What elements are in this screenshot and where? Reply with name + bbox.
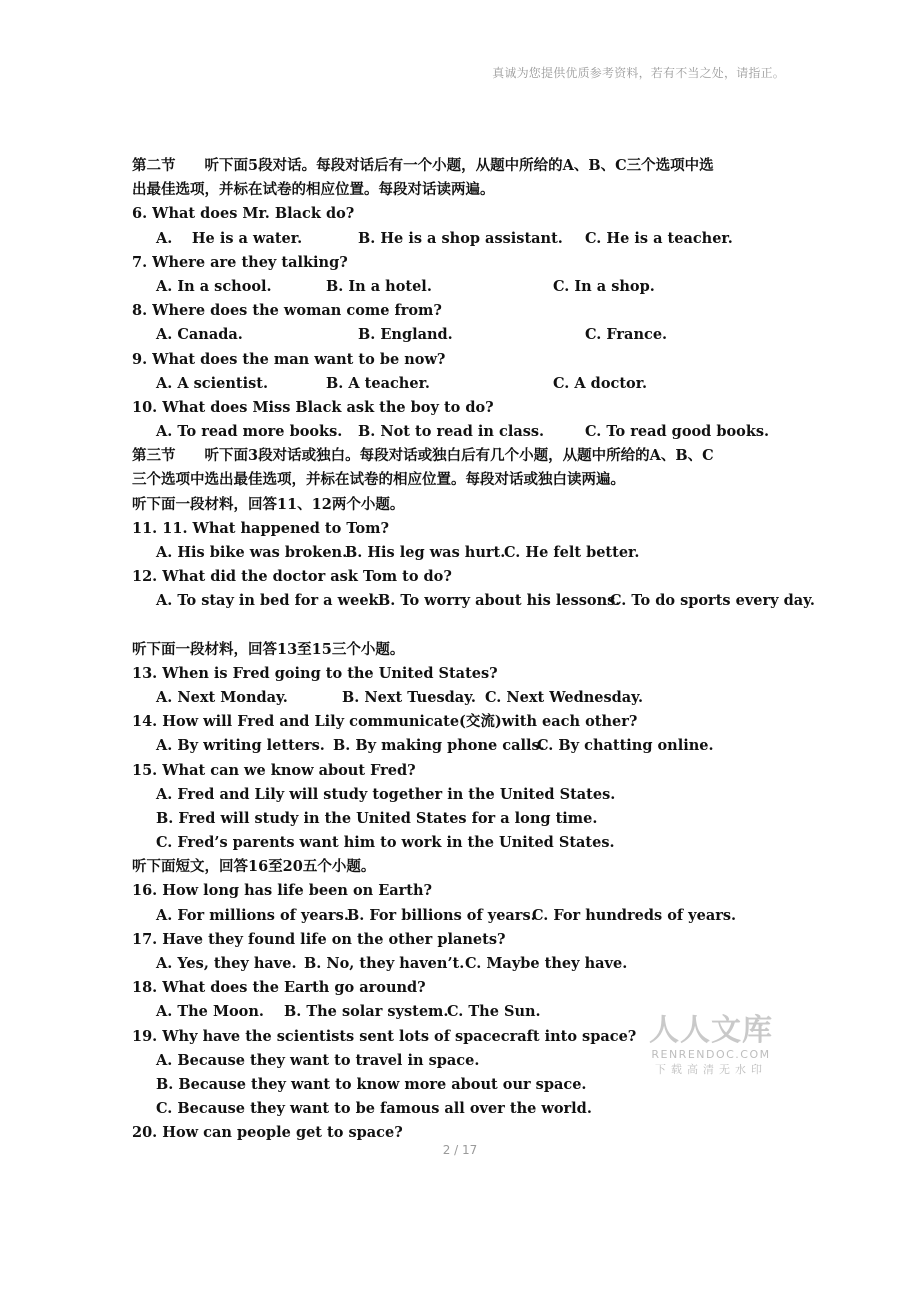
option-b: B. England. (358, 326, 453, 344)
question-20: 20. How can people get to space? (132, 1124, 403, 1142)
option-b: B. Not to read in class. (358, 423, 545, 441)
option-c: C. A doctor. (553, 374, 648, 392)
question-18: 18. What does the Earth go around? (132, 979, 426, 997)
option-a: A. To read more books. (156, 423, 343, 441)
header-note: 真诚为您提供优质参考资料，若有不当之处，请指正。 (492, 66, 785, 80)
exam-content (132, 154, 815, 1146)
option-c: C. Maybe they have. (465, 955, 628, 972)
question-19-option-c: C. Because they want to be famous all over the world. (156, 1100, 592, 1118)
question-11-options (132, 541, 802, 565)
listen-instruction-11-12: 听下面一段材料，回答11、12两个小题。 (132, 495, 405, 513)
question-19: 19. Why have the scientists sent lots of spacecraft into space? (132, 1027, 637, 1045)
option-b: B. His leg was hurt. (345, 544, 506, 561)
watermark-logo (646, 1014, 776, 1078)
page-number: 2 / 17 (442, 1143, 478, 1157)
question-19-option-b: B. Because they want to know more about our space. (156, 1075, 587, 1093)
option-b: B. No, they haven’t. (304, 955, 465, 972)
question-12-options (132, 589, 815, 613)
question-19-option-a: A. Because they want to travel in space. (156, 1051, 480, 1069)
question-16: 16. How long has life been on Earth? (132, 882, 433, 900)
question-15-option-b: B. Fred will study in the United States for a long time. (156, 809, 598, 827)
option-a: A. In a school. (156, 277, 272, 295)
option-c: C. He felt better. (504, 544, 640, 561)
section3-intro-line2: 三个选项中选出最佳选项，并标在试卷的相应位置。每段对话或独白读两遍。 (132, 471, 625, 489)
option-b: B. By making phone calls. (333, 737, 545, 755)
option-c: C. In a shop. (553, 277, 655, 295)
question-10: 10. What does Miss Black ask the boy to do? (132, 398, 494, 416)
question-15-option-a: A. Fred and Lily will study together in the United States. (156, 785, 616, 803)
question-14: 14. How will Fred and Lily communicate(交流)with each other? (132, 713, 638, 731)
listen-instruction-13-15: 听下面一段材料，回答13至15三个小题。 (132, 640, 405, 658)
question-6-options (132, 227, 802, 251)
question-6: 6. What does Mr. Black do? (132, 205, 355, 223)
option-a: A. He is a water. (156, 229, 303, 247)
option-b: B. The solar system. (284, 1003, 449, 1021)
option-c: C. By chatting online. (537, 737, 714, 755)
option-c: C. For hundreds of years. (532, 906, 737, 924)
option-c: C. Next Wednesday. (485, 688, 643, 706)
question-7: 7. Where are they talking? (132, 253, 348, 271)
option-c: C. To read good books. (585, 423, 770, 441)
listen-instruction-16-20: 听下面短文，回答16至20五个小题。 (132, 858, 376, 876)
question-11: 11. 11. What happened to Tom? (132, 519, 389, 537)
question-7-options (132, 275, 802, 299)
question-17-options (132, 952, 802, 976)
section2-intro-line1: 第二节 听下面5段对话。每段对话后有一个小题，从题中所给的A、B、C三个选项中选 (132, 157, 714, 174)
question-15-option-c: C. Fred’s parents want him to work in the United States. (156, 834, 615, 852)
section3-intro-line1: 第三节 听下面3段对话或独白。每段对话或独白后有几个小题，从题中所给的A、B、C (132, 447, 714, 465)
option-a: A. For millions of years. (156, 906, 349, 924)
question-13: 13. When is Fred going to the United States? (132, 664, 498, 682)
option-b: B. He is a shop assistant. (358, 229, 563, 247)
option-b: B. Next Tuesday. (342, 688, 476, 706)
option-a: A. Next Monday. (156, 688, 288, 706)
option-b: B. To worry about his lessons. (378, 592, 621, 610)
option-c: C. To do sports every day. (610, 592, 815, 610)
option-a: A. A scientist. (156, 374, 269, 392)
question-17: 17. Have they found life on the other planets? (132, 930, 506, 948)
section2-intro-line2: 出最佳选项，并标在试卷的相应位置。每段对话读两遍。 (132, 181, 495, 199)
question-12: 12. What did the doctor ask Tom to do? (132, 568, 452, 586)
option-c: C. The Sun. (447, 1003, 541, 1021)
question-9: 9. What does the man want to be now? (132, 350, 446, 368)
option-a: A. By writing letters. (156, 737, 325, 755)
watermark-subtitle: 下载高清无水印 (655, 1063, 767, 1076)
spacer (132, 614, 802, 638)
option-c: C. France. (585, 326, 668, 344)
watermark-url: RENRENDOC.COM (651, 1048, 771, 1061)
option-a: A. To stay in bed for a week. (156, 592, 384, 610)
question-14-options (132, 734, 802, 758)
question-10-options (132, 420, 802, 444)
question-8: 8. Where does the woman come from? (132, 302, 442, 320)
option-a: A. Yes, they have. (156, 955, 297, 972)
question-8-options (132, 323, 802, 347)
question-15: 15. What can we know about Fred? (132, 761, 416, 779)
watermark-title: 人人文库 (649, 1013, 773, 1048)
question-13-options (132, 686, 802, 710)
question-9-options (132, 372, 802, 396)
option-b: B. In a hotel. (326, 277, 432, 295)
option-b: B. For billions of years. (347, 906, 536, 924)
option-b: B. A teacher. (326, 374, 430, 392)
option-a: A. His bike was broken. (156, 544, 348, 561)
option-a: A. Canada. (156, 326, 243, 344)
option-a: A. The Moon. (156, 1003, 264, 1021)
question-16-options (132, 904, 802, 928)
option-c: C. He is a teacher. (585, 229, 733, 247)
